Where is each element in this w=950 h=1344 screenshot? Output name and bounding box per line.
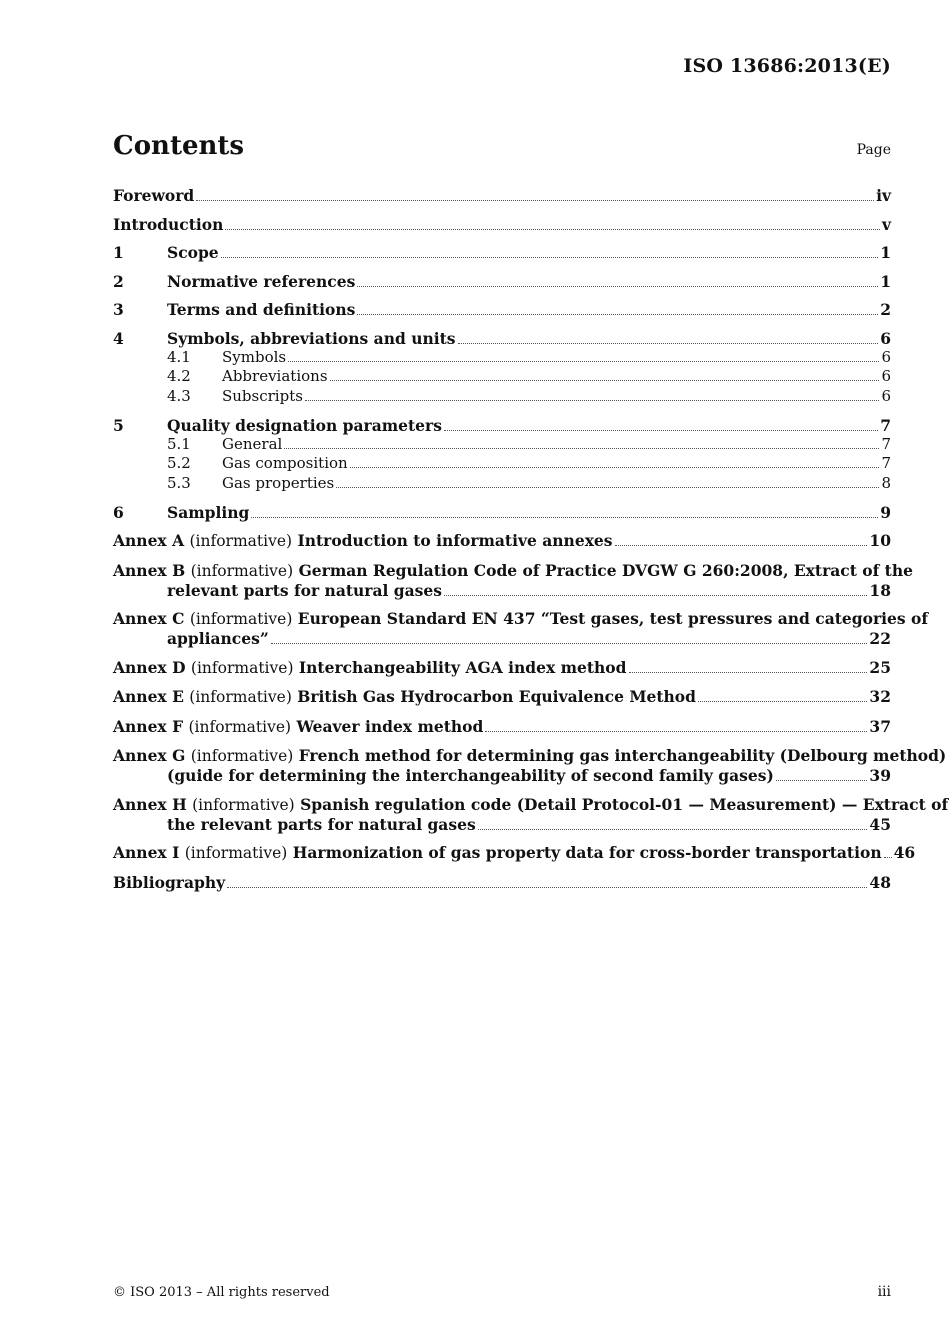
annex-label: Annex B [113, 560, 186, 580]
annex-title-continued: appliances” [167, 629, 269, 648]
annex-title: Harmonization of gas property data for cross-border transportation [292, 843, 882, 862]
entry-page: 39 [869, 766, 891, 785]
entry-page: 2 [880, 300, 891, 319]
entry-number: 2 [113, 271, 124, 291]
annex-type: (informative) [188, 717, 292, 736]
entry-page: 1 [880, 243, 891, 262]
dot-leader [330, 380, 880, 381]
entry-title: General [222, 434, 283, 453]
entry-page: v [881, 214, 891, 234]
dot-leader [357, 286, 878, 287]
entry-number: 5.3 [167, 473, 191, 492]
table-of-contents [113, 186, 949, 892]
dot-leader [284, 448, 879, 449]
dot-leader [251, 517, 878, 518]
entry-page: 22 [869, 629, 891, 648]
toc-clause-4[interactable] [113, 329, 891, 348]
annex-type: (informative) [192, 795, 295, 814]
toc-entry-bibliography[interactable] [113, 873, 891, 892]
toc-clause-3[interactable] [113, 300, 891, 319]
annex-title: German Regulation Code of Practice DVGW G 260:2008, Extract of the [298, 560, 913, 580]
entry-title: Symbols [222, 347, 287, 366]
entry-page: 45 [869, 814, 891, 834]
entry-page: 6 [881, 386, 891, 405]
annex-heading [113, 531, 613, 551]
annex-title-continued: (guide for determining the interchangeability of second family gases) [167, 766, 774, 785]
annex-title-line [113, 531, 891, 551]
entry-title: Foreword [113, 186, 195, 205]
annex-title-line-2 [113, 815, 891, 834]
entry-number: 3 [113, 300, 124, 319]
entry-number: 5.2 [167, 454, 191, 472]
entry-page: 7 [881, 454, 891, 472]
toc-annex-i[interactable] [113, 843, 916, 863]
page-column-label: Page [856, 142, 891, 158]
toc-clause-1[interactable] [113, 243, 891, 262]
entry-page: 10 [869, 531, 891, 550]
entry-title: Sampling [167, 502, 250, 522]
toc-annex-d[interactable] [113, 658, 891, 678]
toc-annex-c[interactable] [113, 609, 928, 648]
entry-page: 1 [880, 271, 891, 291]
annex-title-line [113, 609, 928, 629]
annex-heading [113, 843, 882, 863]
annex-title-line [113, 746, 947, 766]
entry-title: Quality designation parameters [167, 415, 442, 435]
annex-heading [113, 746, 946, 765]
toc-annex-f[interactable] [113, 717, 891, 737]
entry-page: 9 [880, 502, 891, 522]
annex-title: French method for determining gas interchangeability (Delbourg method) [298, 746, 947, 765]
toc-clause-2[interactable] [113, 272, 891, 291]
dot-leader [288, 361, 879, 362]
toc-subclause-4.2[interactable] [113, 367, 891, 387]
entry-page: 8 [881, 473, 891, 492]
annex-title: Introduction to informative annexes [297, 531, 613, 550]
entry-page: 18 [869, 580, 891, 600]
dot-leader [227, 887, 867, 888]
entry-title: Gas composition [222, 454, 348, 472]
annex-title: Interchangeability AGA index method [298, 657, 627, 677]
toc-annex-h[interactable] [113, 794, 949, 834]
dot-leader [629, 672, 868, 673]
annex-title-line [113, 794, 949, 815]
entry-page: 6 [881, 347, 891, 366]
annex-heading [113, 609, 928, 628]
annex-heading [113, 717, 483, 737]
toc-annex-e[interactable] [113, 687, 891, 707]
entry-page: 7 [881, 434, 891, 453]
annex-label: Annex E [113, 687, 184, 706]
dot-leader [444, 595, 867, 596]
entry-title: Gas properties [222, 473, 335, 492]
dot-leader [271, 643, 868, 644]
annex-title: Weaver index method [296, 716, 484, 736]
annex-title: Spanish regulation code (Detail Protocol-01 — Measurement) — Extract of [300, 794, 949, 814]
annex-label: Annex C [113, 609, 185, 628]
toc-clause-5[interactable] [113, 416, 891, 435]
entry-number: 4 [113, 328, 124, 348]
annex-heading [113, 658, 627, 678]
annex-heading [113, 795, 948, 814]
page-number: iii [877, 1284, 891, 1300]
annex-title: European Standard EN 437 “Test gases, test pressures and categories of [297, 609, 928, 628]
entry-page: 25 [869, 657, 891, 677]
entry-title: Terms and definitions [167, 300, 356, 319]
entry-number: 4.1 [167, 347, 191, 366]
annex-type: (informative) [190, 561, 294, 580]
entry-number: 4.2 [167, 367, 191, 385]
copyright-notice: © ISO 2013 – All rights reserved [113, 1285, 330, 1300]
annex-title-line [113, 717, 891, 737]
annex-heading [113, 687, 696, 707]
annex-title-line [113, 843, 916, 863]
entry-number: 5 [113, 415, 124, 435]
toc-annex-a[interactable] [113, 531, 891, 551]
toc-subclause-4.3[interactable] [113, 387, 891, 407]
toc-clause-6[interactable] [113, 503, 891, 522]
entry-title: Symbols, abbreviations and units [167, 328, 456, 348]
dot-leader [478, 829, 868, 830]
annex-label: Annex G [113, 746, 186, 765]
entry-title: Normative references [167, 271, 356, 291]
annex-type: (informative) [189, 688, 292, 706]
annex-label: Annex F [113, 716, 184, 736]
entry-title: Abbreviations [222, 367, 328, 385]
annex-title-continued: relevant parts for natural gases [167, 580, 442, 600]
entry-title: Subscripts [222, 386, 303, 405]
dot-leader [698, 701, 867, 702]
toc-subclause-5.2[interactable] [113, 454, 891, 474]
toc-subclause-5.1[interactable] [113, 435, 891, 455]
entry-number: 1 [113, 243, 124, 262]
entry-page: 32 [869, 687, 891, 706]
toc-entry-introduction[interactable] [113, 215, 891, 234]
entry-number: 6 [113, 502, 124, 522]
dot-leader [305, 400, 880, 401]
annex-type: (informative) [189, 532, 293, 550]
annex-title-line-2 [113, 581, 891, 600]
entry-page: 48 [869, 872, 891, 892]
toc-annex-g[interactable] [113, 746, 947, 785]
entry-number: 4.3 [167, 386, 191, 405]
annex-label: Annex D [113, 657, 186, 677]
toc-subclause-5.3[interactable] [113, 474, 891, 494]
annex-type: (informative) [184, 844, 288, 862]
toc-annex-b[interactable] [113, 560, 913, 600]
dot-leader [615, 545, 868, 546]
entry-title: Introduction [113, 214, 224, 234]
entry-page: 6 [880, 328, 891, 348]
entry-page: 46 [893, 843, 916, 862]
entry-page: 6 [881, 367, 891, 385]
annex-title-line [113, 560, 913, 581]
dot-leader [336, 487, 879, 488]
dot-leader [357, 314, 878, 315]
document-id: ISO 13686:2013(E) [683, 55, 891, 77]
toc-entry-foreword[interactable] [113, 186, 891, 205]
dot-leader [225, 229, 880, 230]
annex-type: (informative) [189, 610, 293, 628]
toc-subclause-4.1[interactable] [113, 348, 891, 368]
annex-title-line-2 [113, 629, 891, 648]
entry-title: Bibliography [113, 872, 226, 892]
dot-leader [221, 257, 879, 258]
annex-title-line [113, 687, 891, 707]
entry-number: 5.1 [167, 434, 191, 453]
entry-page: iv [876, 186, 891, 205]
annex-type: (informative) [190, 658, 294, 677]
annex-label: Annex A [113, 531, 185, 550]
dot-leader [776, 780, 868, 781]
annex-title-line [113, 658, 891, 678]
dot-leader [884, 857, 892, 858]
dot-leader [350, 467, 880, 468]
annex-title: British Gas Hydrocarbon Equivalence Method [297, 687, 696, 706]
annex-heading [113, 561, 913, 580]
annex-title-line-2 [113, 766, 891, 785]
entry-title: Scope [167, 243, 219, 262]
annex-title-continued: the relevant parts for natural gases [167, 814, 476, 834]
annex-type: (informative) [190, 747, 294, 765]
entry-page: 7 [880, 415, 891, 435]
annex-label: Annex H [113, 794, 187, 814]
annex-label: Annex I [113, 843, 180, 862]
dot-leader [485, 731, 867, 732]
dot-leader [196, 200, 874, 201]
dot-leader [458, 343, 879, 344]
page-title: Contents [113, 131, 245, 161]
entry-page: 37 [869, 716, 891, 736]
dot-leader [444, 430, 878, 431]
